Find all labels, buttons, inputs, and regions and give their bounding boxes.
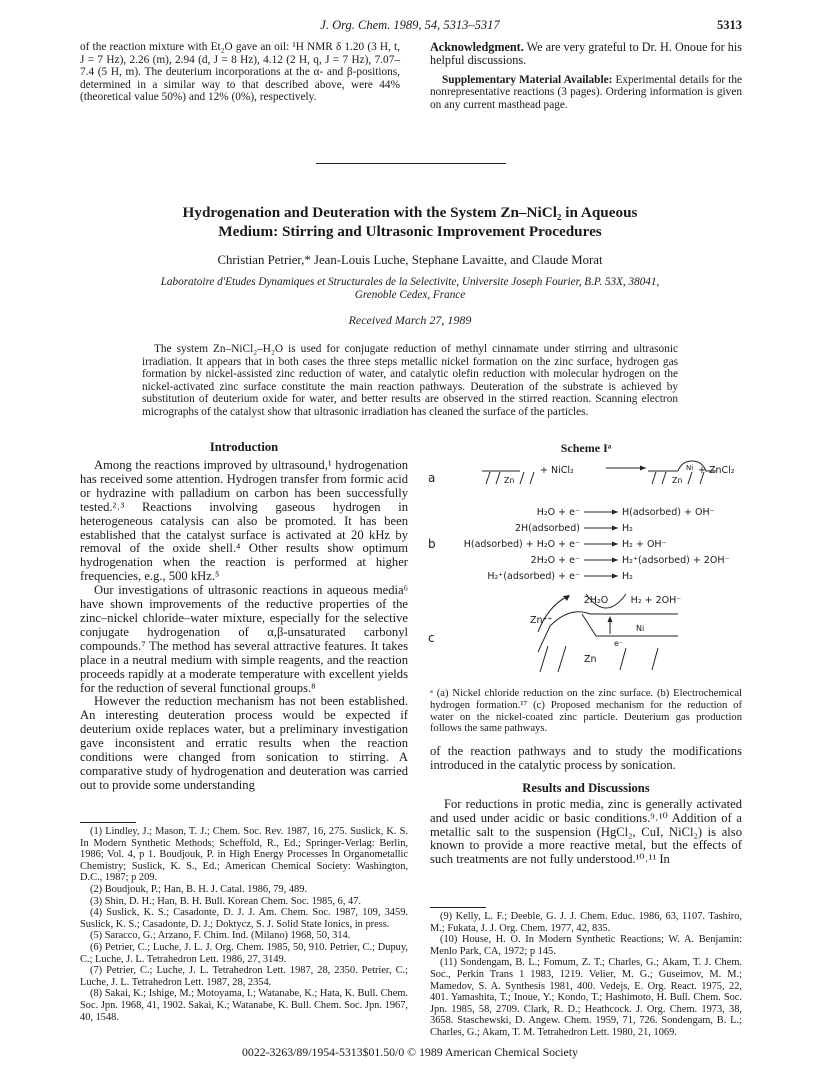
reference: (7) Petrier, C.; Luche, J. L. Tetrahedron Lett. 1987, 28, 2350. Petrier, C.; Luche, J. L. Tetrahedron Lett. 1987, 28, 2354.	[80, 965, 408, 988]
affiliation	[110, 276, 710, 301]
part-c-label: c	[428, 631, 435, 645]
abstract	[142, 343, 678, 418]
zinc-particle-surface	[538, 612, 678, 652]
authors: Christian Petrier,* Jean-Louis Luche, Stephane Lavaitte, and Claude Morat	[217, 253, 603, 267]
results-heading: Results and Discussions	[522, 780, 650, 795]
zinc-label: Zn	[504, 476, 515, 485]
equation-b5-right: H₂	[622, 571, 633, 582]
zinc-chloride-label: + ZnCl₂	[698, 465, 735, 476]
reference: (6) Petrier, C.; Luche, J. L. J. Org. Chem. 1985, 50, 910. Petrier, C.; Dupuy, C.; Luche, J. L. Tetrahedron Lett. 1986, 27, 3149.	[80, 941, 408, 965]
equation-b3-right: H₂ + OH⁻	[622, 539, 667, 550]
reference: (10) House, H. O. In Modern Synthetic Reactions; W. A. Benjamin: Menlo Park, CA, 1972; p 145.	[430, 934, 742, 957]
footnote-rule-right	[430, 907, 486, 908]
running-header: J. Org. Chem. 1989, 54, 5313–5317	[320, 18, 500, 32]
affiliation-line-1: Laboratoire d'Etudes Dynamiques et Structurales de la Selectivite, Universite Joseph Fourier, B.P. 53X, 38041,	[160, 276, 660, 288]
scheme-figure	[420, 456, 742, 678]
title-line-2: Medium: Stirring and Ultrasonic Improvement Procedures	[218, 223, 602, 240]
part-a-label: a	[428, 471, 436, 485]
zinc-label: Zn	[672, 476, 683, 485]
abstract-text: The system Zn–NiCl₂–H₂O is used for conjugate reduction of methyl cinnamate under stirring and ultrasonic irradiation. It appears that in both cases the three steps metallic nickel formation on the zinc surface, hydrogen gas formation by nickel-assisted zinc reduction of water, and catalytic olefin reduction with molecular hydrogen on the nickel-activated zinc surface constitute the main reaction pathways. Deuteration of the substrate is achieved by substitution of deuterium oxide for water, and better results are observed in the stirred reaction. Scanning electron micrographs of the catalyst show that ultrasonic irradiation has cleaned the surface of the particles.	[142, 343, 678, 418]
products-label: H₂ + 2OH⁻	[630, 595, 682, 606]
results-paragraph-1: For reductions in protic media, zinc is generally activated and used under acidic or basic conditions.⁹˒¹⁰ Addition of a metallic salt to the suspension (HgCl₂, CuI, NiCl₂) is also known to provide a more reactive metal, but the effects of such treatments are not fully understood.¹⁰˒¹¹ In	[430, 796, 742, 867]
equation-b1-right: H(adsorbed) + OH⁻	[622, 507, 715, 518]
intro-paragraph-1: Among the reactions improved by ultrasound,¹ hydrogenation has received some attention. Hydrogen transfer from formic acid or hydrazine with palladium on carbon has been successfully tested.²˒³ Reactions involving gaseous hydrogen in heterogeneous catalysis can also be promoted. It has been established that the catalyst surface is activated at 20 kHz by removal of the oxide shell.⁴ Other results show optimum hydrogenation when the reaction is performed at higher frequencies, e.g., 500 kHz.⁵	[80, 458, 408, 584]
reference: (1) Lindley, J.; Mason, T. J.; Chem. Soc. Rev. 1987, 16, 275. Suslick, K. S. In Modern Synthetic Methods; Scheffold, R., Ed.; Springer-Verlag: Berlin, 1986; Vol. 4, p 1. Boudjouk, P. in High Energy Processes In Organometallic Chemistry; Suslick, K. S., Ed.; American Chemical Society: Washington, D.C., 1987; p 209.	[80, 826, 408, 884]
received-date: Received March 27, 1989	[348, 313, 472, 327]
equation-b1-left: H₂O + e⁻	[536, 507, 580, 518]
reaction-arrowhead	[640, 466, 646, 471]
previous-article-back-matter	[430, 41, 742, 112]
page-footer: 0022-3263/89/1954-5313$01.50/0 © 1989 American Chemical Society	[242, 1045, 578, 1059]
results-section	[430, 745, 742, 867]
nickel-layer	[582, 614, 678, 636]
previous-article-tail	[80, 41, 400, 104]
water-label: 2H₂O	[583, 595, 609, 606]
supp-text: Experimental details for the nonrepresentative reactions (3 pages). Ordering information is given on any current masthead page.	[430, 73, 742, 111]
zinc-ion-label: Zn⁺⁺	[530, 615, 553, 626]
reference: (11) Sondengam, B. L.; Fomum, Z. T.; Charles, G.; Akam, T. J. Chem. Soc., Perkin Trans 1 1983, 1219. Velier, M. G.; Guseimov, M. M.; Mamedov, S. A. Synthesis 1981, 400. Vedejs, E. Org. React. 1975, 22, 401. Yamashita, T.; Inoue, Y.; Kondo, T.; Hashimoto, H. Bull. Chem. Soc. Jpn. 1985, 58, 2709. Clark, R. D.; Heathcock. J. Org. Chem. 1973, 38, 3658. Staschewski, D. Angew. Chem. 1959, 71, 726. Sondengam, B. L.; Charles, G.; Akam, T. M. Tetrahedron Lett. 1980, 21, 1069.	[430, 957, 742, 1038]
equation-b2-right: H₂	[622, 523, 633, 534]
previous-article-text: of the reaction mixture with Et₂O gave an oil: ¹H NMR δ 1.20 (3 H, t, J = 7 Hz), 2.26 (m), 2.94 (d, J = 8 Hz), 4.12 (2 H, q, J = 7 Hz), 7.07–7.4 (5 H, m). The deuterium incorporations at the α- and β-positions, determined in a similar way to that described above, were 44% (theoretical value 50%) and 12% (0%), respectively.	[80, 41, 400, 104]
scheme-caption: ᵃ (a) Nickel chloride reduction on the zinc surface. (b) Electrochemical hydrogen formation.¹⁷ (c) Proposed mechanism for the reduction of water on the nickel-coated zinc particle. Deuterium gas production follows the same pathways.	[430, 688, 742, 735]
reference: (3) Shin, D. H.; Han, B. H. Bull. Korean Chem. Soc. 1985, 6, 47.	[90, 895, 362, 907]
supp-heading: Supplementary Material Available:	[442, 73, 613, 86]
title-line-1: Hydrogenation and Deuteration with the System Zn–NiCl₂ in Aqueous	[182, 204, 638, 221]
part-b-label: b	[428, 537, 436, 551]
intro-paragraph-3: However the reduction mechanism has not been established. An interesting deuteration process would be expected if deuterium oxide replaces water, but a preliminary investigation gave inconsistent and erratic results when the reaction conditions were changed from sonication to stirring. A comparative study of hydrogenation and deuteration was carried out to provide some understanding	[80, 694, 408, 792]
equation-b4-right: H₂⁺(adsorbed) + 2OH⁻	[622, 555, 730, 566]
reference: (8) Sakai, K.; Ishige, M.; Motoyama, I.; Watanabe, K.; Hata, K. Bull. Chem. Soc. Jpn. 1968, 41, 1902. Sakai, K.; Watanabe, K. Bull. Chem. Soc. Jpn. 1967, 40, 1548.	[80, 988, 408, 1023]
equation-b2-left: 2H(adsorbed)	[514, 523, 580, 534]
reference: (9) Kelly, L. F.; Deeble, G. J. J. Chem. Educ. 1986, 63, 1107. Tashiro, M.; Fukata, J. J. Org. Chem. 1977, 42, 835.	[430, 911, 742, 934]
reference: (5) Saracco, G.; Arzano, F. Chim. Ind. (Milano) 1968, 50, 314.	[90, 930, 351, 942]
reference: (4) Suslick, K. S.; Casadonte, D. J. J. Am. Chem. Soc. 1987, 109, 3459. Suslick, K. S.; Casadonte, D. J.; Doktycz, S. J. Solid State Ionics, in press.	[80, 907, 408, 930]
footnote-rule-left	[80, 822, 136, 823]
ack-text: We are very grateful to Dr. H. Onoue for his helpful discussions.	[430, 40, 742, 68]
supplementary-material	[430, 74, 742, 112]
references-right	[430, 911, 742, 1039]
references-left	[80, 826, 408, 1023]
reference: (2) Boudjouk, P.; Han, B. H. J. Catal. 1986, 79, 489.	[90, 883, 308, 895]
equation-b3-left: H(adsorbed) + H₂O + e⁻	[463, 539, 580, 550]
nickel-label: Ni	[686, 464, 694, 472]
equation-b5-left: H₂⁺(adsorbed) + e⁻	[487, 571, 580, 582]
introduction-section	[80, 440, 408, 793]
electron-label: e⁻	[614, 639, 624, 648]
ack-heading: Acknowledgment.	[430, 40, 524, 54]
affiliation-line-2: Grenoble Cedex, France	[354, 288, 466, 301]
acknowledgment	[430, 41, 742, 68]
equation-b4-left: 2H₂O + e⁻	[530, 555, 580, 566]
nickel-label: Ni	[636, 624, 645, 633]
zinc-label: Zn	[584, 654, 597, 665]
continuation-text: of the reaction pathways and to study the modifications introduced in the catalytic process by sonication.	[430, 744, 742, 772]
intro-paragraph-2: Our investigations of ultrasonic reactions in aqueous media⁶ have shown improvements of the reductive properties of the zinc–nickel chloride–water mixture, especially for the selective conjugate hydrogenation of α,β-unsaturated carbonyl compounds.⁷ The method has several attractive features. It takes place in a neutral medium with simple reagents, and the reaction proceeds rapidly at a moderate temperature with excellent yields for the reduction of several functional groups.⁸	[80, 583, 408, 695]
page-number: 5313	[717, 18, 742, 32]
article-title	[100, 203, 720, 241]
nickel-chloride-label: + NiCl₂	[540, 465, 574, 476]
scheme-label: Scheme Iᵃ	[560, 441, 612, 455]
article-separator	[316, 163, 506, 164]
introduction-heading: Introduction	[209, 440, 279, 454]
